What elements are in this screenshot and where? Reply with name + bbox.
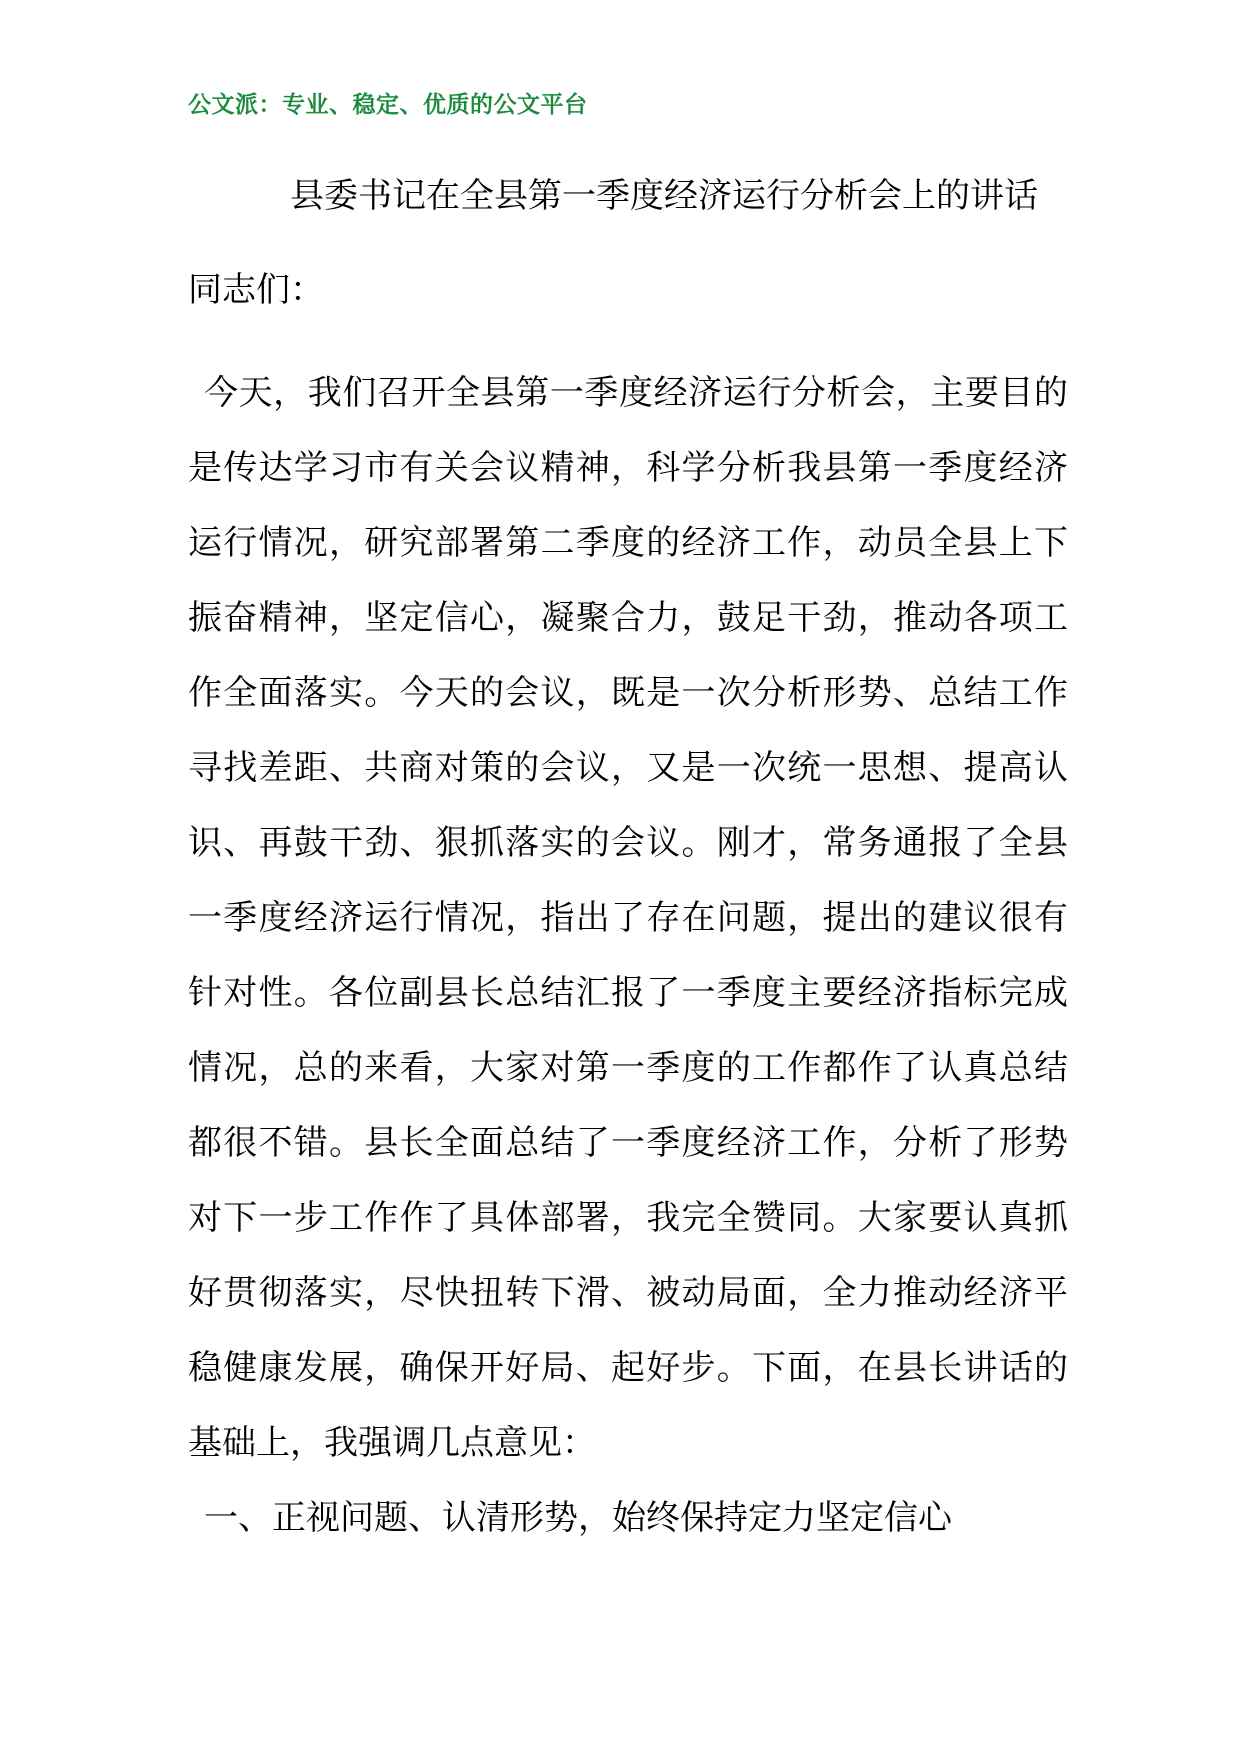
document-title: 县委书记在全县第一季度经济运行分析会上的讲话 <box>290 176 1038 216</box>
site-header-slogan: 公文派：专业、稳定、优质的公文平台 <box>188 92 588 118</box>
salutation: 同志们： <box>188 270 324 310</box>
body-paragraph: 今天，我们召开全县第一季度经济运行分析会，主要目的是传达学习市有关会议精神，科学分析我县第一季度经济运行情况，研究部署第二季度的经济工作，动员全县上下振奋精神，坚定信心，凝聚合力，鼓足干劲，推动各项工作全面落实。今天的会议，既是一次分析形势、总结工作寻找差距、共商对策的会议，又是一次统一思想、提高认识、再鼓干劲、狠抓落实的会议。刚才，常务通报了全县一季度经济运行情况，指出了存在问题，提出的建议很有针对性。各位副县长总结汇报了一季度主要经济指标完成情况，总的来看，大家对第一季度的工作都作了认真总结都很不错。县长全面总结了一季度经济工作，分析了形势对下一步工作作了具体部署，我完全赞同。大家要认真抓好贯彻落实，尽快扭转下滑、被动局面，全力推动经济平稳健康发展，确保开好局、起好步。下面，在县长讲话的基础上，我强调几点意见： <box>188 373 1068 1463</box>
section-heading: 一、正视问题、认清形势，始终保持定力坚定信心 <box>204 1498 952 1538</box>
